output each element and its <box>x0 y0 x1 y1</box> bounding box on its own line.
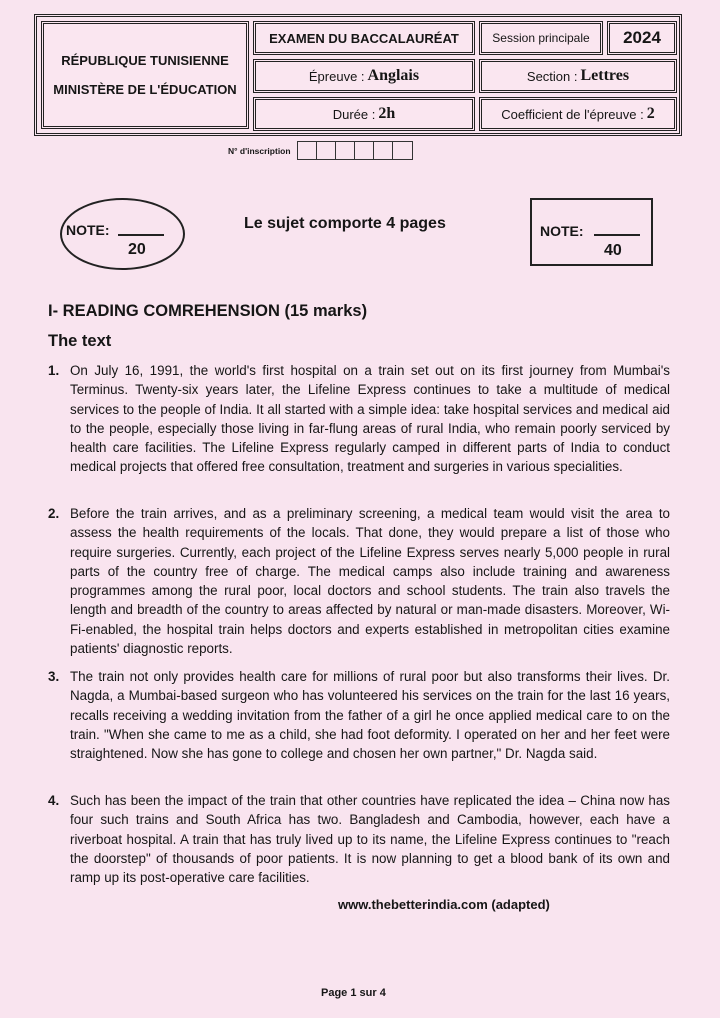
note-label: NOTE: <box>66 222 110 238</box>
inscription-boxes[interactable] <box>297 141 413 160</box>
exam-title: EXAMEN DU BACCALAURÉAT <box>253 21 475 55</box>
duration-cell <box>253 97 475 131</box>
note-box-40 <box>530 198 653 266</box>
paragraph <box>48 361 670 477</box>
paragraph-text: The train not only provides health care for millions of rural poor but also transforms their lives. Dr. Nagda, a Mumbai-based surgeon who has volunteered his services on the train for the last 16 years, recalls receiving a wedding invitation from the father of a girl he once applied medical care to on the train. "When she came to me as a child, she had foot deformity. I operated on her and her feet were straightened. Now she has gone to college and chosen her own partner," Dr. Nagda said. <box>70 669 670 762</box>
section-cell <box>479 59 677 93</box>
subject-cell <box>253 59 475 93</box>
inscription-box[interactable] <box>355 142 374 159</box>
country-name: RÉPUBLIQUE TUNISIENNE <box>61 53 229 68</box>
source-citation: www.thebetterindia.com (adapted) <box>338 897 550 912</box>
coefficient-cell <box>479 97 677 131</box>
inscription-box[interactable] <box>317 142 336 159</box>
note-denominator: 40 <box>604 242 622 259</box>
section-value: Lettres <box>580 67 630 84</box>
note-oval-20 <box>60 198 185 270</box>
page-number: Page 1 sur 4 <box>321 987 386 999</box>
subject-label: Épreuve : <box>308 68 365 84</box>
note-blank-line <box>594 234 640 236</box>
note-label: NOTE: <box>540 223 584 239</box>
inscription-label: N° d'inscription <box>228 145 291 156</box>
coefficient-value: 2 <box>646 105 655 122</box>
paragraph-text: On July 16, 1991, the world's first hospital on a train set out on its first journey from Mumbai's Terminus. Twenty-six years later, the Lifeline Express continues to take a multitude of medical services to the people of India. It all started with a simple idea: take hospital services and medical aid to the people, especially those living in far-flung areas of rural India, who remain poorly serviced by health care facilities. The Lifeline Express regularly camped in different parts of India to conduct medical projects that offered free consultation, treatment and surgeries in various specialities. <box>70 363 670 475</box>
page-count-note: Le sujet comporte 4 pages <box>244 215 446 232</box>
paragraph <box>48 504 670 658</box>
subject-value: Anglais <box>367 67 420 84</box>
duration-label: Durée : <box>332 106 376 122</box>
paragraph-text: Before the train arrives, and as a preliminary screening, a medical team would visit the area to assess the health requirements of the locals. That done, they would prepare a list of those who require surgeries. Currently, each project of the Lifeline Express serves nearly 5,000 people in rural parts of the country free of charge. The medical camps also include training and awareness programmes among the rural poor, local doctors and school students. The train also travels the length and breadth of the country to areas affected by natural or man-made disasters. Moreover, Wi-Fi-enabled, the hospital train helps doctors and experts established in metropolitan cities examine patients' diagnostic reports. <box>70 506 670 657</box>
inscription-box[interactable] <box>374 142 393 159</box>
paragraph <box>48 667 670 763</box>
section-title: I- READING COMREHENSION (15 marks) <box>48 302 368 320</box>
note-blank-line <box>118 234 164 236</box>
inscription-field <box>228 141 413 160</box>
inscription-box[interactable] <box>393 142 412 159</box>
duration-value: 2h <box>378 105 396 122</box>
note-denominator: 20 <box>128 241 146 258</box>
exam-header <box>34 14 682 136</box>
text-title: The text <box>48 332 112 350</box>
section-label: Section : <box>526 68 578 84</box>
paragraph-number: 1. <box>48 363 60 378</box>
institution-cell <box>41 21 249 129</box>
coefficient-label: Coefficient de l'épreuve : <box>501 106 644 122</box>
paragraph-number: 3. <box>48 669 60 684</box>
paragraph <box>48 791 670 887</box>
paragraph-number: 2. <box>48 506 60 521</box>
paragraph-text: Such has been the impact of the train that other countries have replicated the idea – China now has four such trains and South Africa has two. Bangladesh and Cambodia, however, each have a riverboat hospital. A train that has truly lived up to its name, the Lifeline Express continues to "reach the doorstep" of thousands of poor patients. It is now planning to get a blood bank of its own and ramp up its post-operative care facilities. <box>70 793 670 886</box>
inscription-box[interactable] <box>336 142 355 159</box>
paragraph-number: 4. <box>48 793 60 808</box>
exam-year: 2024 <box>607 21 677 55</box>
inscription-box[interactable] <box>298 142 317 159</box>
session-label: Session principale <box>479 21 603 55</box>
ministry-name: MINISTÈRE DE L'ÉDUCATION <box>53 82 237 97</box>
